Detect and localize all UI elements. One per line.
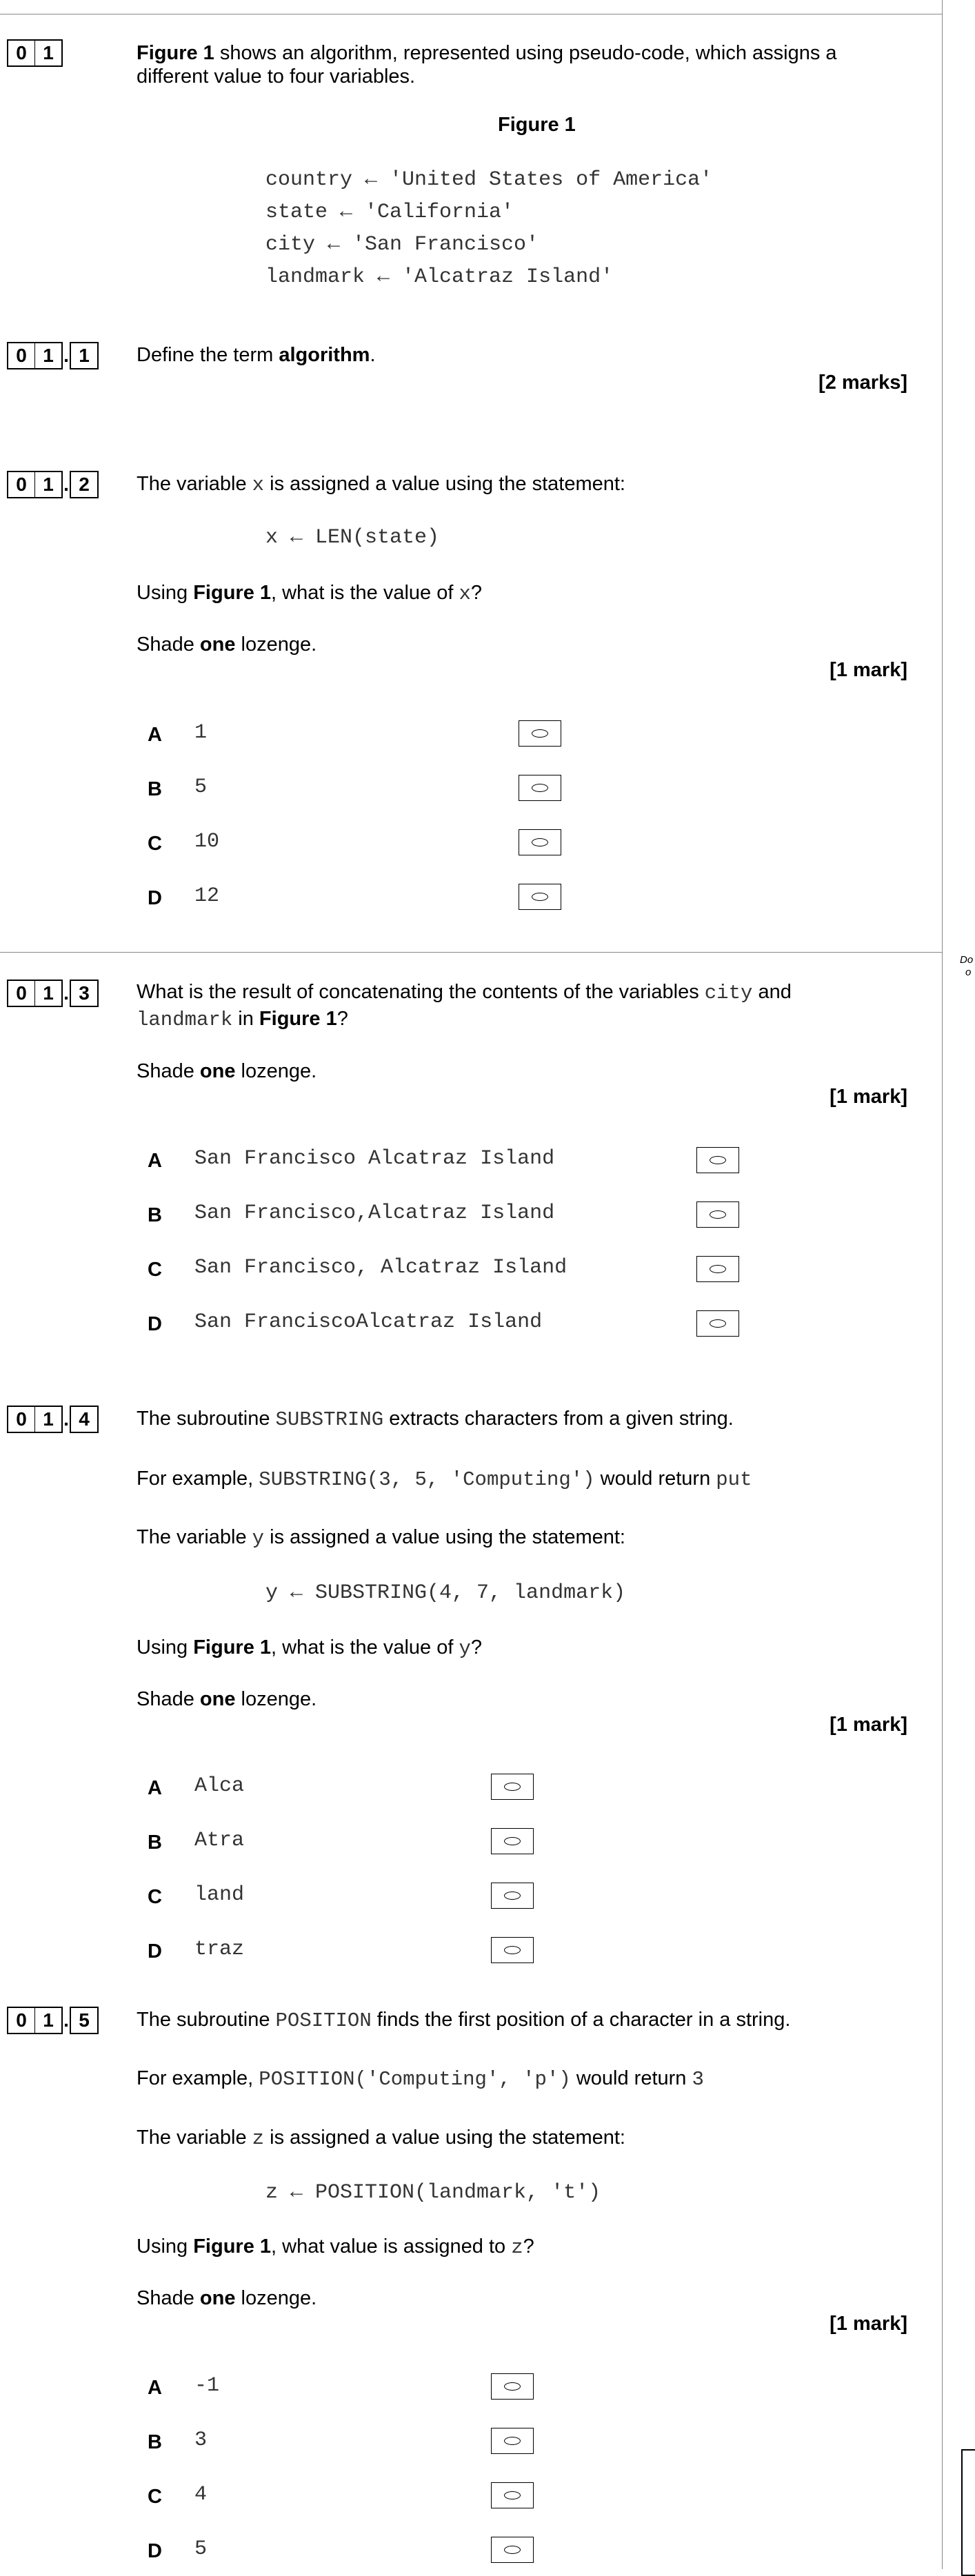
question-number-01-2: 0 1 . 2 — [7, 471, 99, 498]
lozenge-oval-icon — [710, 1156, 726, 1164]
q013-marks: [1 mark] — [830, 1086, 907, 1108]
answer-lozenge[interactable] — [519, 829, 561, 855]
option-letter: C — [148, 1886, 162, 1908]
q014-stem: The subroutine SUBSTRING extracts characters from a given string. — [137, 1408, 734, 1431]
lozenge-oval-icon — [532, 893, 548, 901]
q015-example: For example, POSITION('Computing', 'p') would return 3 — [137, 2067, 704, 2091]
q014-ask: Using Figure 1, what is the value of y? — [137, 1636, 482, 1660]
lozenge-oval-icon — [710, 1265, 726, 1273]
q014-example: For example, SUBSTRING(3, 5, 'Computing') would return put — [137, 1468, 752, 1491]
answer-lozenge[interactable] — [696, 1310, 739, 1337]
lozenge-oval-icon — [504, 2437, 521, 2445]
q014-marks: [1 mark] — [830, 1714, 907, 1736]
option-text: 10 — [194, 830, 220, 853]
option-text: San FranciscoAlcatraz Island — [194, 1310, 543, 1334]
answer-lozenge[interactable] — [491, 2428, 534, 2454]
option-letter: D — [148, 887, 162, 909]
lozenge-oval-icon — [504, 1946, 521, 1954]
lozenge-oval-icon — [504, 2546, 521, 2554]
answer-lozenge[interactable] — [491, 1774, 534, 1800]
lozenge-oval-icon — [504, 2491, 521, 2499]
q011-text: Define the term algorithm. — [137, 344, 376, 366]
figure-line: city ← 'San Francisco' — [265, 233, 539, 256]
q013-shade: Shade one lozenge. — [137, 1060, 317, 1082]
option-text: Alca — [194, 1774, 245, 1798]
lozenge-oval-icon — [504, 1783, 521, 1791]
answer-lozenge[interactable] — [696, 1147, 739, 1173]
question-number-01-3: 0 1 . 3 — [7, 980, 99, 1007]
answer-lozenge[interactable] — [519, 884, 561, 910]
q015-assign: The variable z is assigned a value using the statement: — [137, 2127, 625, 2150]
answer-lozenge[interactable] — [696, 1201, 739, 1228]
figure-line: country ← 'United States of America' — [265, 168, 713, 192]
q012-statement: x ← LEN(state) — [265, 526, 440, 549]
option-letter: C — [148, 1259, 162, 1281]
question-number-01-5: 0 1 . 5 — [7, 2007, 99, 2034]
option-letter: A — [148, 724, 162, 746]
option-text: land — [194, 1883, 245, 1907]
q015-shade: Shade one lozenge. — [137, 2287, 317, 2309]
option-letter: A — [148, 1150, 162, 1172]
option-text: 4 — [194, 2483, 208, 2506]
figure-line: landmark ← 'Alcatraz Island' — [265, 265, 614, 289]
option-text: San Francisco, Alcatraz Island — [194, 1256, 567, 1279]
lozenge-oval-icon — [504, 2382, 521, 2391]
question-number-01-1: 0 1 . 1 — [7, 342, 99, 369]
lozenge-oval-icon — [710, 1210, 726, 1219]
option-letter: B — [148, 2431, 162, 2453]
option-text: San Francisco,Alcatraz Island — [194, 1201, 555, 1225]
option-text: San Francisco Alcatraz Island — [194, 1147, 555, 1170]
q014-statement: y ← SUBSTRING(4, 7, landmark) — [265, 1581, 626, 1605]
margin-note: Do o — [960, 954, 974, 978]
option-letter: D — [148, 1313, 162, 1335]
option-letter: D — [148, 1940, 162, 1963]
page-divider — [0, 952, 942, 953]
margin-box — [961, 2449, 975, 2576]
lozenge-oval-icon — [504, 1892, 521, 1900]
answer-lozenge[interactable] — [519, 720, 561, 747]
lozenge-oval-icon — [532, 838, 548, 846]
answer-lozenge[interactable] — [491, 2482, 534, 2508]
q015-statement: z ← POSITION(landmark, 't') — [265, 2181, 601, 2204]
option-letter: C — [148, 2486, 162, 2508]
option-text: 1 — [194, 721, 208, 744]
figure-line: state ← 'California' — [265, 201, 514, 224]
option-letter: C — [148, 833, 162, 855]
option-text: traz — [194, 1938, 245, 1961]
option-letter: A — [148, 2377, 162, 2399]
answer-lozenge[interactable] — [519, 775, 561, 801]
option-letter: A — [148, 1777, 162, 1799]
question-number-01-4: 0 1 . 4 — [7, 1406, 99, 1433]
q01-intro-line1: Figure 1 shows an algorithm, represented using pseudo-code, which assigns a — [137, 42, 837, 64]
option-letter: B — [148, 778, 162, 800]
q013-stem-line2: landmark in Figure 1? — [137, 1008, 348, 1031]
option-text: 12 — [194, 884, 220, 908]
answer-lozenge[interactable] — [491, 1937, 534, 1963]
q015-stem: The subroutine POSITION finds the first position of a character in a string. — [137, 2009, 791, 2032]
option-letter: B — [148, 1204, 162, 1226]
answer-lozenge[interactable] — [491, 1828, 534, 1854]
option-text: 3 — [194, 2428, 208, 2452]
q015-ask: Using Figure 1, what value is assigned to z? — [137, 2235, 534, 2259]
q012-marks: [1 mark] — [830, 659, 907, 681]
q012-ask: Using Figure 1, what is the value of x? — [137, 582, 482, 605]
answer-lozenge[interactable] — [491, 1883, 534, 1909]
answer-lozenge[interactable] — [696, 1256, 739, 1282]
q011-marks: [2 marks] — [818, 372, 907, 394]
answer-lozenge[interactable] — [491, 2537, 534, 2563]
option-text: -1 — [194, 2374, 220, 2397]
q013-stem-line1: What is the result of concatenating the contents of the variables city and — [137, 981, 792, 1004]
option-text: 5 — [194, 775, 208, 799]
answer-lozenge[interactable] — [491, 2373, 534, 2400]
q012-stem: The variable x is assigned a value using the statement: — [137, 473, 625, 496]
q01-intro-line2: different value to four variables. — [137, 65, 416, 88]
option-text: Atra — [194, 1829, 245, 1852]
q014-assign: The variable y is assigned a value using the statement: — [137, 1526, 625, 1550]
lozenge-oval-icon — [710, 1319, 726, 1328]
lozenge-oval-icon — [504, 1837, 521, 1845]
lozenge-oval-icon — [532, 729, 548, 738]
option-letter: B — [148, 1832, 162, 1854]
q014-shade: Shade one lozenge. — [137, 1688, 317, 1710]
option-text: 5 — [194, 2537, 208, 2561]
question-number-01: 0 1 — [7, 39, 63, 67]
lozenge-oval-icon — [532, 784, 548, 792]
q015-marks: [1 mark] — [830, 2313, 907, 2335]
q012-shade: Shade one lozenge. — [137, 633, 317, 656]
option-letter: D — [148, 2540, 162, 2562]
figure-title: Figure 1 — [498, 114, 576, 136]
